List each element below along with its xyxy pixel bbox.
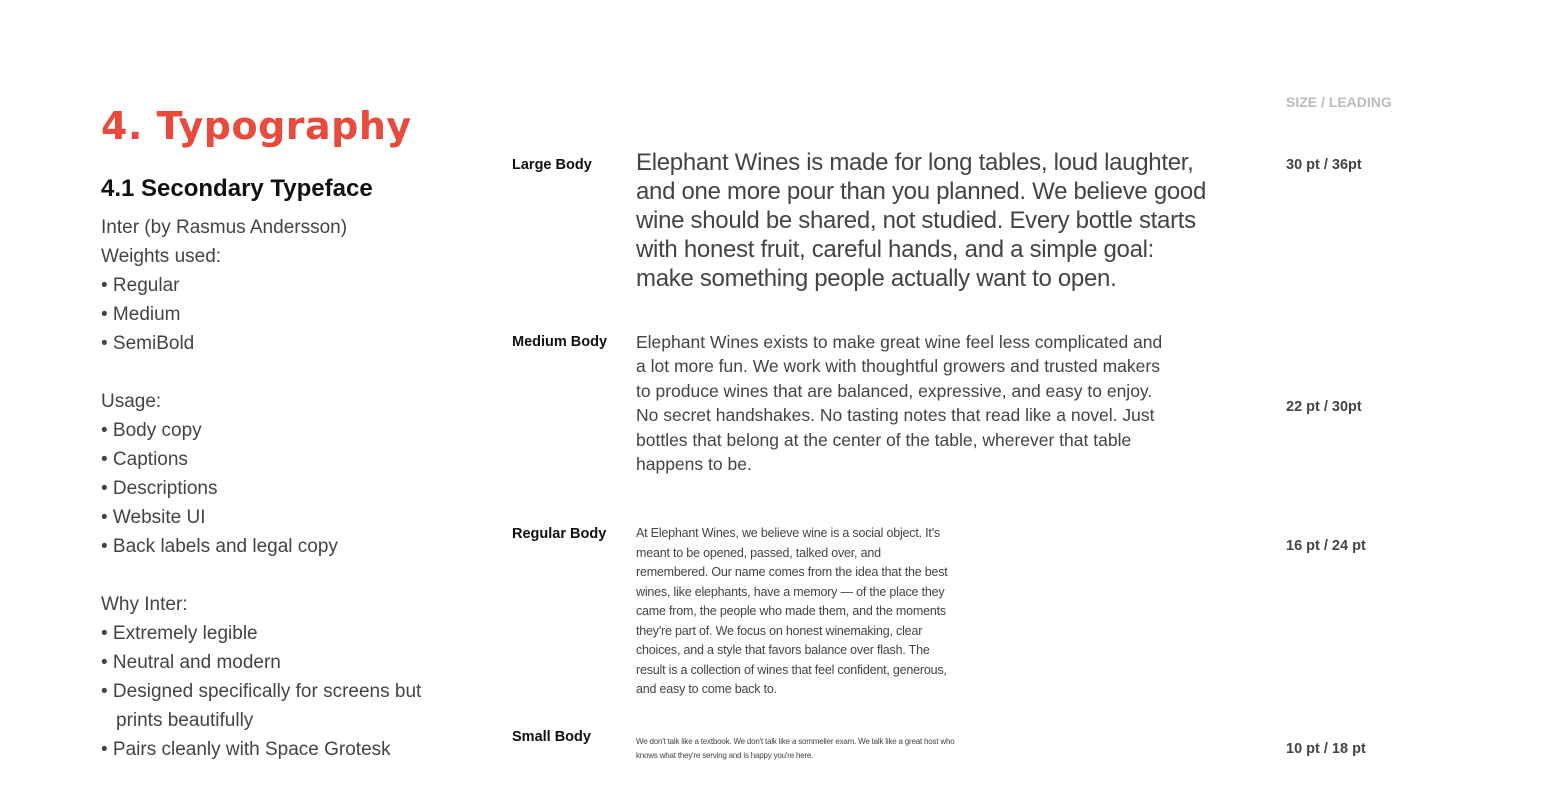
sample-text-regular: At Elephant Wines, we believe wine is a social object. It's meant to be opened, passed, talked over, and remembered. Our name comes from the idea that the best wines, like elephants, have a memory — of the place they came from, the people who made them, and the moments they're part of. We focus on honest winemaking, clear choices, and a style that favors balance over flash. The result is a collection of wines that feel confident, generous, and easy to come back to. — [636, 526, 948, 696]
page-title: 4. Typography — [101, 104, 412, 148]
usage-item: • Descriptions — [101, 478, 218, 499]
weights-label: Weights used: — [101, 246, 222, 267]
why-item: • Pairs cleanly with Space Grotesk — [101, 739, 391, 760]
sample-size-medium: 22 pt / 30pt — [1286, 399, 1362, 415]
sample-text-medium: Elephant Wines exists to make great wine feel less complicated and a lot more fun. We work with thoughtful growers and trusted makers to produce wines that are balanced, expressive, and easy to enjoy. No secret handshakes. No tasting notes that read like a novel. Just bottles that belong at the center of the table, wherever that table happens to be. — [636, 332, 1163, 475]
usage-item: • Body copy — [101, 420, 202, 441]
why-label: Why Inter: — [101, 594, 188, 615]
sample-size-large: 30 pt / 36pt — [1286, 157, 1362, 173]
usage-item: • Website UI — [101, 507, 206, 528]
sample-size-small: 10 pt / 18 pt — [1286, 741, 1366, 757]
section-title: 4.1 Secondary Typeface — [101, 175, 373, 202]
usage-label: Usage: — [101, 391, 162, 412]
why-item: • Extremely legible — [101, 623, 258, 644]
weight-item: • Regular — [101, 275, 180, 296]
weight-item: • Medium — [101, 304, 181, 325]
sample-label-small: Small Body — [512, 729, 591, 745]
why-item-continued: prints beautifully — [116, 710, 254, 731]
typeface-details — [101, 213, 481, 764]
font-name: Inter (by Rasmus Andersson) — [101, 217, 348, 238]
usage-item: • Captions — [101, 449, 188, 470]
sample-label-regular: Regular Body — [512, 526, 607, 542]
sample-text-small: We don't talk like a textbook. We don't talk like a sommelier exam. We talk like a great host who knows what they're serving and is happy you're here. — [636, 737, 955, 760]
sample-label-large: Large Body — [512, 157, 592, 173]
weight-item: • SemiBold — [101, 333, 195, 354]
size-leading-header: SIZE / LEADING — [1286, 94, 1392, 110]
sample-label-medium: Medium Body — [512, 334, 608, 350]
usage-item: • Back labels and legal copy — [101, 536, 338, 557]
sample-text-large: Elephant Wines is made for long tables, loud laughter, and one more pour than you planned. We believe good wine should be shared, not studied. Every bottle starts with honest fruit, careful hands, and a simple goal: make something people actually want to open. — [636, 149, 1207, 292]
why-item: • Neutral and modern — [101, 652, 281, 673]
sample-size-regular: 16 pt / 24 pt — [1286, 538, 1366, 554]
why-item: • Designed specifically for screens but — [101, 681, 422, 702]
